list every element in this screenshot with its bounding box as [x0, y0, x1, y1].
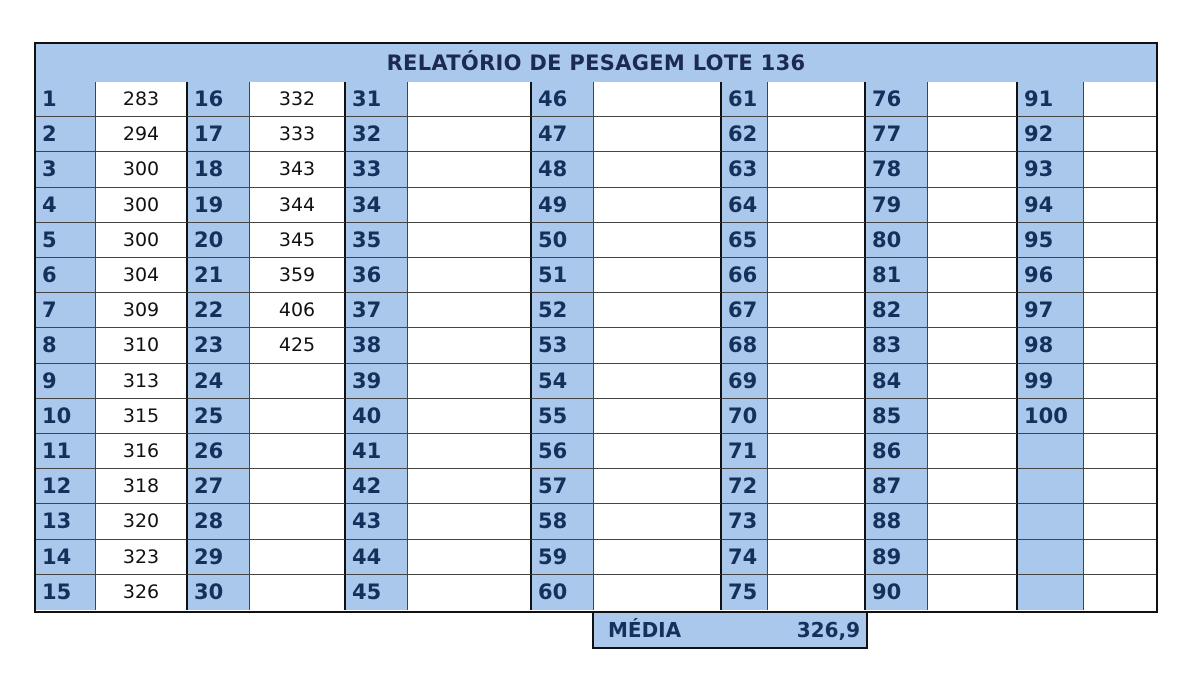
entry-weight	[594, 117, 722, 152]
entry-weight	[928, 82, 1018, 117]
entry-weight	[408, 434, 532, 469]
weights-grid	[36, 82, 1156, 611]
entry-weight	[928, 469, 1018, 504]
entry-number: 91	[1018, 82, 1084, 117]
entry-weight	[594, 399, 722, 434]
entry-weight: 320	[96, 504, 188, 540]
entry-weight	[928, 575, 1018, 610]
entry-weight	[250, 469, 346, 504]
entry-weight	[1084, 399, 1156, 434]
entry-number: 38	[346, 328, 408, 364]
entry-number: 76	[866, 82, 928, 117]
entry-number: 12	[36, 469, 96, 504]
entry-number: 80	[866, 223, 928, 258]
entry-number: 16	[188, 82, 250, 117]
entry-weight: 326	[96, 575, 188, 610]
entry-weight	[768, 188, 866, 223]
entry-weight	[250, 434, 346, 469]
entry-weight	[768, 434, 866, 469]
entry-weight	[768, 293, 866, 328]
entry-weight: 310	[96, 328, 188, 364]
entry-weight: 316	[96, 434, 188, 469]
entry-weight	[768, 504, 866, 540]
entry-weight	[1084, 364, 1156, 399]
entry-number: 75	[722, 575, 768, 610]
entry-number: 77	[866, 117, 928, 152]
entry-weight: 332	[250, 82, 346, 117]
entry-weight	[594, 575, 722, 610]
entry-weight	[768, 117, 866, 152]
entry-number: 51	[532, 258, 594, 293]
entry-weight	[1084, 540, 1156, 575]
entry-number: 36	[346, 258, 408, 293]
entry-number: 74	[722, 540, 768, 575]
entry-number: 79	[866, 188, 928, 223]
entry-number: 39	[346, 364, 408, 399]
entry-number: 84	[866, 364, 928, 399]
entry-weight	[768, 540, 866, 575]
entry-weight	[1084, 152, 1156, 188]
entry-number: 97	[1018, 293, 1084, 328]
entry-weight	[768, 223, 866, 258]
entry-number: 5	[36, 223, 96, 258]
entry-number: 11	[36, 434, 96, 469]
entry-weight	[594, 293, 722, 328]
entry-weight	[594, 82, 722, 117]
entry-number: 40	[346, 399, 408, 434]
entry-weight	[1084, 258, 1156, 293]
entry-weight	[250, 540, 346, 575]
entry-number: 4	[36, 188, 96, 223]
entry-weight	[594, 223, 722, 258]
entry-number: 83	[866, 328, 928, 364]
entry-weight	[594, 328, 722, 364]
entry-number: 46	[532, 82, 594, 117]
entry-weight	[250, 575, 346, 610]
weighing-report-table	[34, 42, 1158, 613]
entry-weight: 304	[96, 258, 188, 293]
entry-number: 3	[36, 152, 96, 188]
entry-number: 24	[188, 364, 250, 399]
entry-number: 64	[722, 188, 768, 223]
entry-number: 87	[866, 469, 928, 504]
average-value: 326,9	[796, 618, 860, 642]
entry-weight	[928, 293, 1018, 328]
entry-number: 19	[188, 188, 250, 223]
entry-weight	[408, 293, 532, 328]
entry-number: 1	[36, 82, 96, 117]
entry-number: 18	[188, 152, 250, 188]
entry-number: 50	[532, 223, 594, 258]
entry-number: 2	[36, 117, 96, 152]
entry-weight	[408, 82, 532, 117]
entry-weight: 313	[96, 364, 188, 399]
entry-weight	[928, 364, 1018, 399]
entry-weight: 309	[96, 293, 188, 328]
entry-number: 62	[722, 117, 768, 152]
entry-weight	[594, 540, 722, 575]
entry-weight	[1084, 434, 1156, 469]
entry-weight	[408, 399, 532, 434]
entry-number: 73	[722, 504, 768, 540]
entry-weight	[594, 469, 722, 504]
entry-weight	[408, 258, 532, 293]
entry-number: 35	[346, 223, 408, 258]
entry-weight	[1084, 328, 1156, 364]
entry-number: 42	[346, 469, 408, 504]
entry-number: 85	[866, 399, 928, 434]
entry-weight	[1084, 188, 1156, 223]
entry-weight	[408, 328, 532, 364]
entry-number: 29	[188, 540, 250, 575]
entry-weight	[1084, 504, 1156, 540]
entry-weight	[1084, 575, 1156, 610]
entry-number: 44	[346, 540, 408, 575]
entry-number: 26	[188, 434, 250, 469]
entry-weight	[250, 364, 346, 399]
entry-number: 27	[188, 469, 250, 504]
entry-number: 10	[36, 399, 96, 434]
average-label: MÉDIA	[608, 618, 682, 642]
entry-weight	[250, 399, 346, 434]
entry-number: 33	[346, 152, 408, 188]
entry-weight	[928, 399, 1018, 434]
entry-number: 45	[346, 575, 408, 610]
entry-number: 25	[188, 399, 250, 434]
entry-weight	[928, 540, 1018, 575]
entry-number: 58	[532, 504, 594, 540]
entry-weight	[408, 504, 532, 540]
entry-number: 70	[722, 399, 768, 434]
entry-weight: 318	[96, 469, 188, 504]
entry-weight	[408, 188, 532, 223]
entry-weight	[408, 223, 532, 258]
entry-number	[1018, 504, 1084, 540]
entry-weight: 300	[96, 188, 188, 223]
entry-weight	[768, 575, 866, 610]
entry-number: 17	[188, 117, 250, 152]
entry-weight	[594, 434, 722, 469]
entry-number: 67	[722, 293, 768, 328]
average-summary	[592, 611, 868, 649]
entry-number: 82	[866, 293, 928, 328]
entry-number: 93	[1018, 152, 1084, 188]
entry-weight	[928, 258, 1018, 293]
entry-number: 94	[1018, 188, 1084, 223]
entry-weight: 300	[96, 223, 188, 258]
entry-weight	[250, 504, 346, 540]
entry-weight	[928, 188, 1018, 223]
entry-number: 56	[532, 434, 594, 469]
entry-number: 59	[532, 540, 594, 575]
entry-weight	[1084, 117, 1156, 152]
entry-number: 99	[1018, 364, 1084, 399]
entry-number: 55	[532, 399, 594, 434]
entry-number: 48	[532, 152, 594, 188]
entry-number: 47	[532, 117, 594, 152]
entry-number: 20	[188, 223, 250, 258]
entry-number: 98	[1018, 328, 1084, 364]
entry-number: 71	[722, 434, 768, 469]
entry-weight	[1084, 293, 1156, 328]
entry-number: 78	[866, 152, 928, 188]
entry-weight: 294	[96, 117, 188, 152]
entry-weight: 343	[250, 152, 346, 188]
entry-number: 65	[722, 223, 768, 258]
entry-weight	[1084, 469, 1156, 504]
entry-number: 86	[866, 434, 928, 469]
entry-weight: 425	[250, 328, 346, 364]
entry-weight	[768, 82, 866, 117]
entry-number: 54	[532, 364, 594, 399]
entry-number: 95	[1018, 223, 1084, 258]
entry-weight: 323	[96, 540, 188, 575]
entry-weight	[928, 223, 1018, 258]
entry-number: 34	[346, 188, 408, 223]
entry-weight	[408, 152, 532, 188]
entry-weight	[928, 152, 1018, 188]
entry-weight	[928, 117, 1018, 152]
entry-number: 30	[188, 575, 250, 610]
entry-weight	[594, 504, 722, 540]
entry-weight: 283	[96, 82, 188, 117]
entry-weight	[1084, 223, 1156, 258]
entry-number: 72	[722, 469, 768, 504]
entry-number: 14	[36, 540, 96, 575]
entry-number	[1018, 469, 1084, 504]
entry-number: 53	[532, 328, 594, 364]
entry-number: 88	[866, 504, 928, 540]
entry-weight	[928, 434, 1018, 469]
entry-weight	[928, 328, 1018, 364]
entry-number: 9	[36, 364, 96, 399]
entry-weight	[594, 188, 722, 223]
entry-number: 90	[866, 575, 928, 610]
entry-weight	[594, 364, 722, 399]
entry-number: 57	[532, 469, 594, 504]
entry-number: 7	[36, 293, 96, 328]
entry-number: 60	[532, 575, 594, 610]
entry-number: 23	[188, 328, 250, 364]
entry-number: 32	[346, 117, 408, 152]
entry-weight	[768, 399, 866, 434]
entry-weight	[408, 540, 532, 575]
entry-weight	[768, 258, 866, 293]
entry-weight: 333	[250, 117, 346, 152]
entry-number	[1018, 575, 1084, 610]
entry-weight: 359	[250, 258, 346, 293]
entry-weight: 315	[96, 399, 188, 434]
entry-number: 13	[36, 504, 96, 540]
entry-weight	[768, 152, 866, 188]
entry-number: 37	[346, 293, 408, 328]
entry-weight	[594, 152, 722, 188]
entry-weight	[768, 328, 866, 364]
entry-weight	[408, 117, 532, 152]
entry-number: 92	[1018, 117, 1084, 152]
entry-weight	[768, 364, 866, 399]
entry-weight	[408, 364, 532, 399]
entry-number: 68	[722, 328, 768, 364]
entry-number: 66	[722, 258, 768, 293]
entry-number: 69	[722, 364, 768, 399]
entry-number: 15	[36, 575, 96, 610]
entry-number: 31	[346, 82, 408, 117]
entry-number: 21	[188, 258, 250, 293]
entry-number: 41	[346, 434, 408, 469]
entry-number: 22	[188, 293, 250, 328]
entry-number: 43	[346, 504, 408, 540]
entry-number: 61	[722, 82, 768, 117]
entry-number: 81	[866, 258, 928, 293]
entry-weight: 345	[250, 223, 346, 258]
entry-weight	[768, 469, 866, 504]
entry-number: 8	[36, 328, 96, 364]
entry-weight	[928, 504, 1018, 540]
entry-number: 6	[36, 258, 96, 293]
entry-weight: 344	[250, 188, 346, 223]
entry-weight: 300	[96, 152, 188, 188]
entry-number	[1018, 540, 1084, 575]
entry-number: 100	[1018, 399, 1084, 434]
entry-number: 52	[532, 293, 594, 328]
entry-number: 96	[1018, 258, 1084, 293]
entry-weight	[594, 258, 722, 293]
entry-weight	[408, 469, 532, 504]
entry-weight: 406	[250, 293, 346, 328]
entry-number: 49	[532, 188, 594, 223]
entry-weight	[408, 575, 532, 610]
entry-weight	[1084, 82, 1156, 117]
report-title: RELATÓRIO DE PESAGEM LOTE 136	[36, 44, 1156, 84]
entry-number: 89	[866, 540, 928, 575]
entry-number: 63	[722, 152, 768, 188]
entry-number	[1018, 434, 1084, 469]
entry-number: 28	[188, 504, 250, 540]
